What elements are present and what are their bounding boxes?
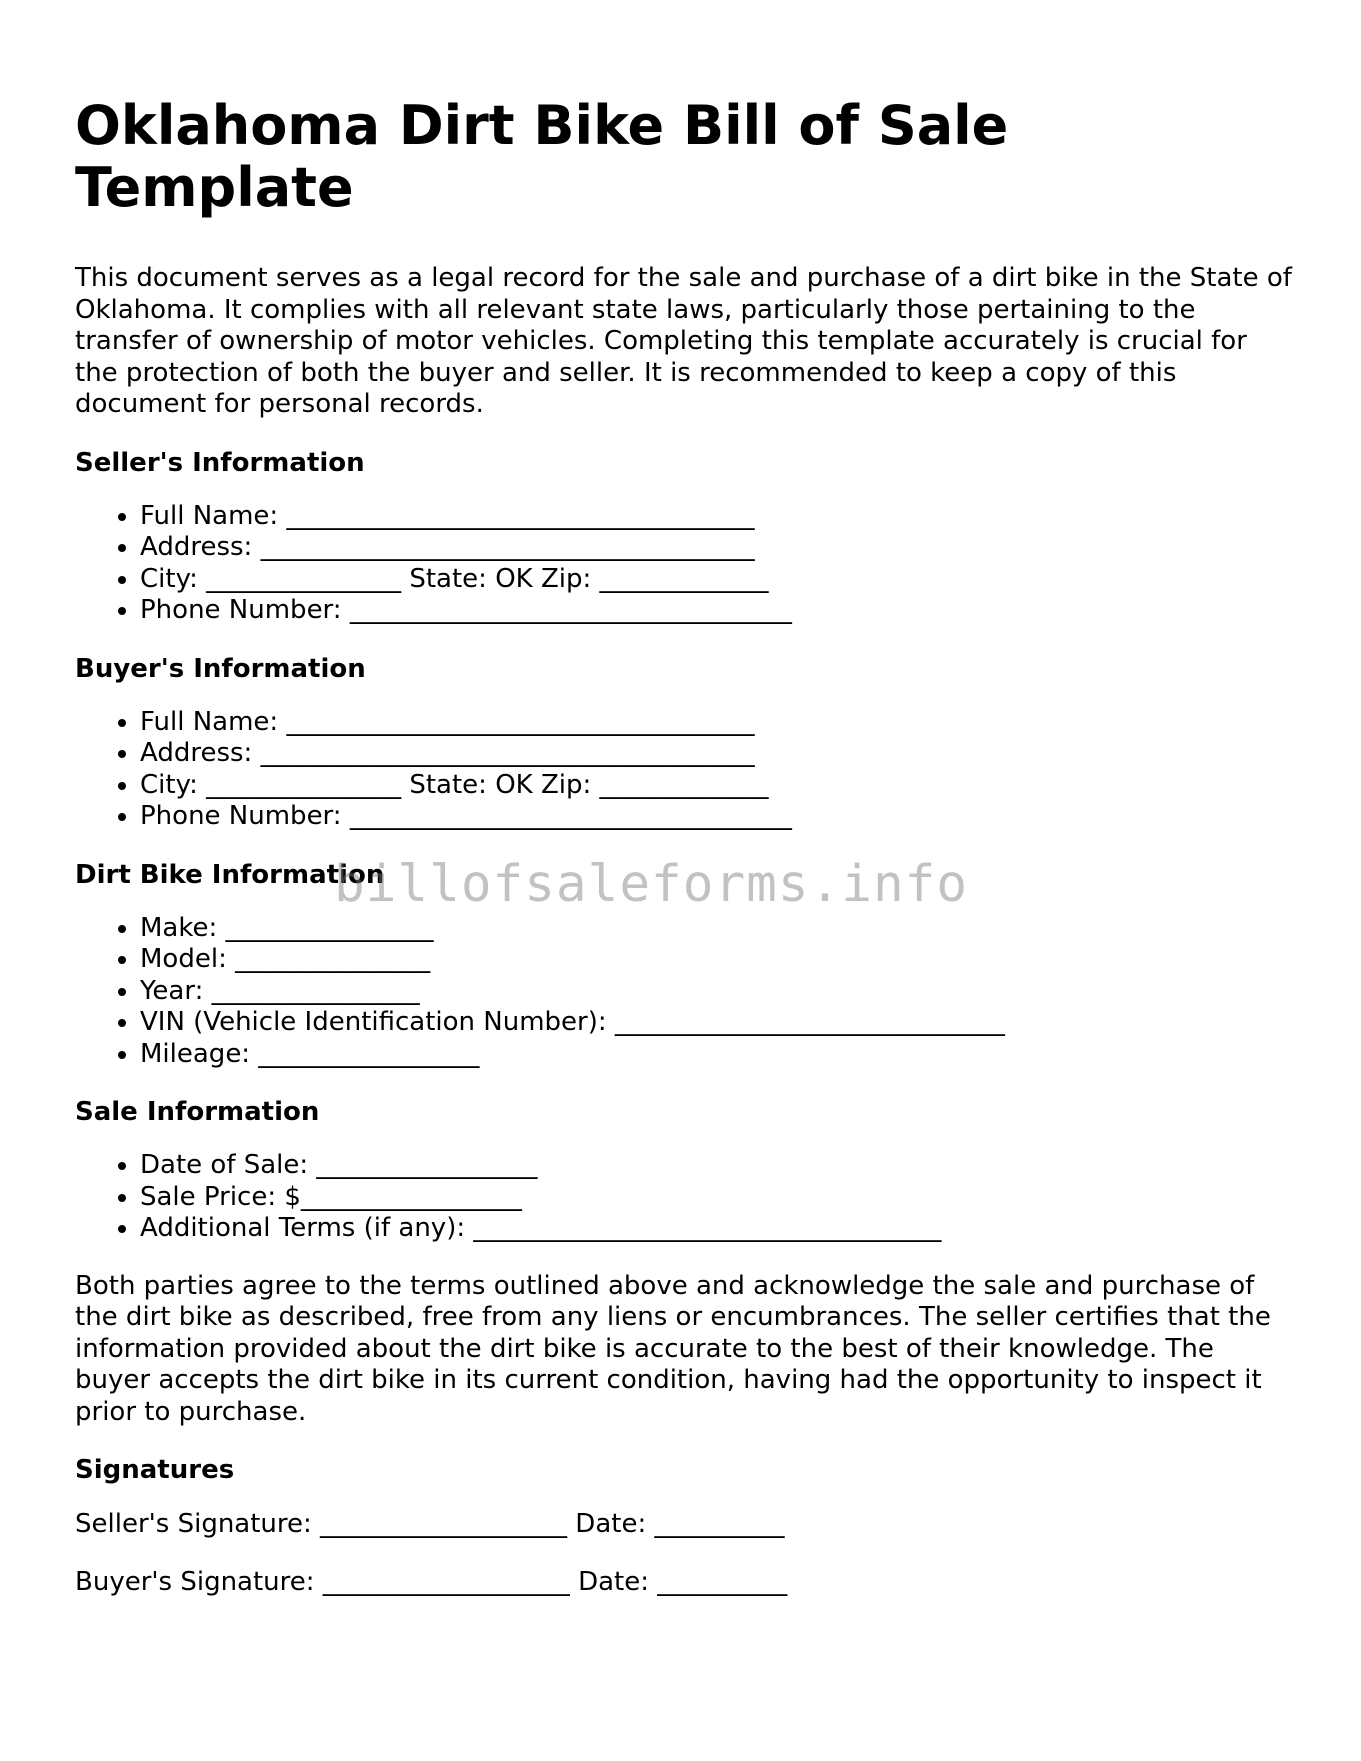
bike-info-list <box>75 913 1295 1071</box>
buyer-heading: Buyer's Information <box>75 653 366 684</box>
sale-price-field: • Sale Price: $_________________ <box>140 1182 1295 1214</box>
seller-full-name-field: • Full Name: ____________________________________ <box>140 501 1295 533</box>
sale-info-list <box>75 1150 1295 1245</box>
intro-paragraph: This document serves as a legal record for the sale and purchase of a dirt bike in the State of Oklahoma. It complies with all relevant state laws, particularly those pertaining to the transfer of ownership of motor vehicles. Completing this template accurately is crucial for the protection of both the buyer and seller. It is recommended to keep a copy of this document for personal records. <box>75 263 1292 419</box>
bike-make-field: • Make: ________________ <box>140 913 1295 945</box>
sale-additional-terms-field: • Additional Terms (if any): ____________________________________ <box>140 1213 1295 1245</box>
seller-signature-line: Seller's Signature: ___________________ Date: __________ <box>75 1509 785 1539</box>
bike-vin-field: • VIN (Vehicle Identification Number): ______________________________ <box>140 1007 1295 1039</box>
seller-phone-field: • Phone Number: __________________________________ <box>140 595 1295 627</box>
buyer-full-name-field: • Full Name: ____________________________________ <box>140 707 1295 739</box>
seller-city-state-zip-field: • City: _______________ State: OK Zip: _____________ <box>140 564 1295 596</box>
seller-heading: Seller's Information <box>75 447 365 478</box>
buyer-info-list <box>75 707 1295 833</box>
page-title: Oklahoma Dirt Bike Bill of Sale Template <box>75 94 1009 219</box>
bike-mileage-field: • Mileage: _________________ <box>140 1039 1295 1071</box>
bike-heading: Dirt Bike Information <box>75 859 385 890</box>
buyer-phone-field: • Phone Number: __________________________________ <box>140 801 1295 833</box>
buyer-address-field: • Address: ______________________________________ <box>140 738 1295 770</box>
bike-year-field: • Year: ________________ <box>140 976 1295 1008</box>
closing-paragraph: Both parties agree to the terms outlined above and acknowledge the sale and purchase of the dirt bike as described, free from any liens or encumbrances. The seller certifies that the information provided about the dirt bike is accurate to the best of their knowledge. The buyer accepts the dirt bike in its current condition, having had the opportunity to inspect it prior to purchase. <box>75 1270 1271 1427</box>
bike-model-field: • Model: _______________ <box>140 944 1295 976</box>
seller-info-list <box>75 501 1295 627</box>
sale-heading: Sale Information <box>75 1097 320 1127</box>
signatures-heading: Signatures <box>75 1455 235 1485</box>
document-page <box>75 95 1295 1598</box>
watermark-text: billofsaleforms.info <box>334 855 969 914</box>
sale-date-field: • Date of Sale: _________________ <box>140 1150 1295 1182</box>
buyer-city-state-zip-field: • City: _______________ State: OK Zip: _____________ <box>140 770 1295 802</box>
seller-address-field: • Address: ______________________________________ <box>140 532 1295 564</box>
buyer-signature-line: Buyer's Signature: ___________________ Date: __________ <box>75 1567 788 1597</box>
